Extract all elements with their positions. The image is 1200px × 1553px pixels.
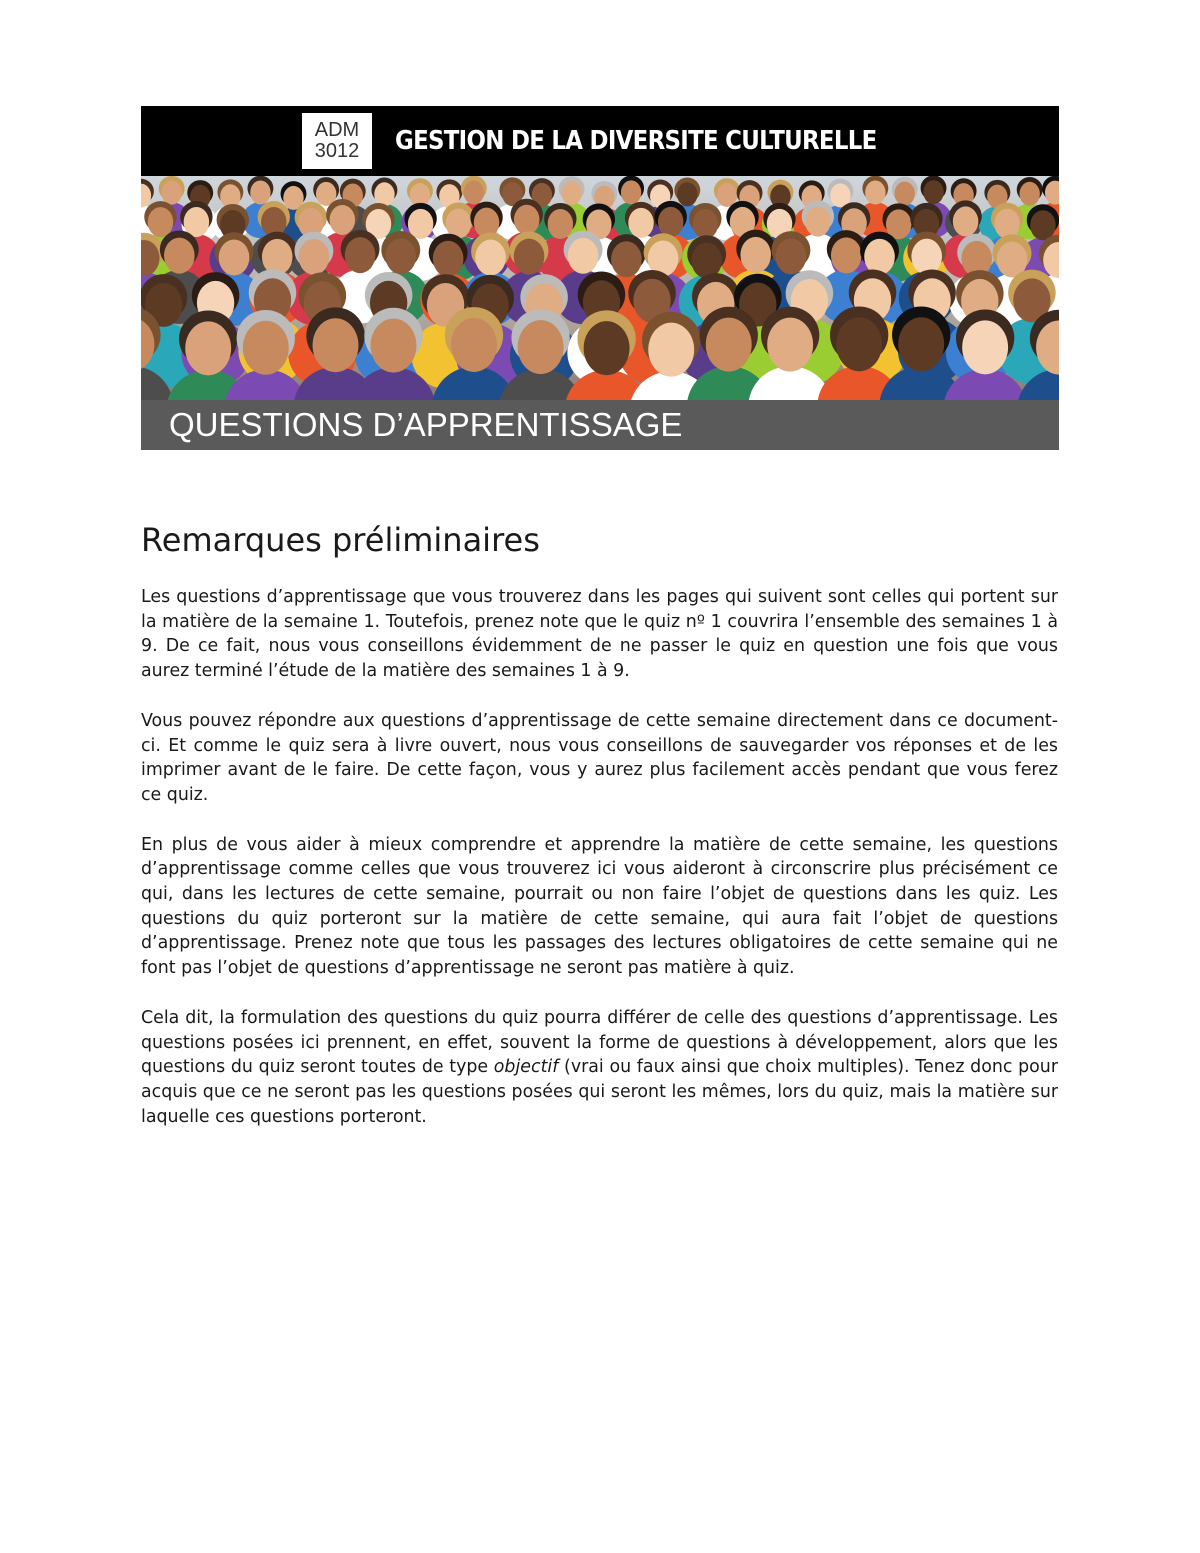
- person-face: [148, 207, 174, 237]
- person-face: [374, 182, 394, 206]
- person-face: [514, 239, 545, 275]
- course-code-line1: ADM: [314, 119, 360, 141]
- person-face: [740, 237, 771, 273]
- paragraph-2: Vous pouvez répondre aux questions d’apprentissage de cette semaine directement dans ce document-ci. Et comme le quiz sera à livre ouvert, nous vous conseillons de sauvegarder vos réponses et de les imprimer avant de le faire. De cette façon, vous y aurez plus facilement accès pendant que vous ferez ce quiz.: [141, 710, 1058, 805]
- person-face: [677, 182, 697, 206]
- person-face: [805, 207, 831, 237]
- person-face: [831, 237, 862, 273]
- person-face: [621, 180, 641, 204]
- document-body: [141, 585, 1058, 1154]
- person-face: [962, 320, 1008, 374]
- banner-title-bar: [141, 106, 1059, 176]
- person-face: [464, 180, 484, 204]
- person-face: [864, 239, 895, 275]
- person-face: [345, 237, 376, 273]
- course-title: GESTION DE LA DIVERSITE CULTURELLE: [395, 126, 877, 156]
- person-face: [898, 317, 944, 371]
- person-face: [611, 241, 642, 277]
- section-label: QUESTIONS D’APPRENTISSAGE: [169, 406, 683, 443]
- paragraph-4-emphasis: objectif: [493, 1057, 559, 1078]
- person-face: [865, 181, 885, 205]
- person-face: [451, 318, 497, 372]
- person-face: [767, 318, 813, 372]
- header-banner: [141, 106, 1059, 450]
- person-face: [514, 205, 540, 235]
- paragraph-1: Les questions d’apprentissage que vous trouverez dans les pages qui suivent sont celles qui portent sur la matière de la semaine 1. Toutefois, prenez note que le quiz nº 1 couvrira l’ensemble des semaines 1 à 9. De ce fait, nous vous conseillons évidemment de ne passer le quiz en question une fois que vous aurez terminé l’étude de la matière des semaines 1 à 9.: [141, 587, 1058, 682]
- person-face: [953, 206, 979, 236]
- paragraph-3: En plus de vous aider à mieux comprendre et apprendre la matière de cette semaine, les questions d’apprentissage comme celles que vous trouverez ici vous aideront à circonscrire plus précisément ce qui, dans les lectures de cette semaine, pourrait ou non faire l’objet de questions dans les quiz. Les questions du quiz porteront sur la matière de cette semaine, qui aura fait l’objet de questions d’apprentissage. Prenez note que tous les passages des lectures obligatoires de cette semaine qui ne font pas l’objet de questions d’apprentissage ne seront pas matière à quiz.: [141, 834, 1058, 979]
- person-face: [475, 240, 506, 276]
- person-face: [185, 321, 231, 375]
- person-face: [243, 321, 289, 375]
- crowd-photo: [141, 176, 1059, 400]
- person-face: [330, 205, 356, 235]
- person-face: [776, 238, 807, 274]
- person-face: [923, 180, 943, 204]
- paragraph-4-part2: (vrai ou faux ainsi que choix multiples). Tenez donc pour acquis que ce ne seront pas les questions posées qui seront les mêmes, lors du quiz, mais la matière sur laquelle ces questions porteront.: [141, 1057, 1058, 1127]
- person-face: [161, 181, 181, 205]
- course-code-line2: 3012: [314, 140, 360, 162]
- person-face: [911, 239, 942, 275]
- person-face: [836, 317, 882, 371]
- person-face: [584, 321, 630, 375]
- person-face: [691, 242, 722, 278]
- person-face: [371, 319, 417, 373]
- person-face: [433, 241, 464, 277]
- person-face: [894, 182, 914, 206]
- person-face: [628, 208, 654, 238]
- person-face: [1019, 182, 1039, 206]
- page-heading: Remarques préliminaires: [141, 521, 540, 559]
- person-face: [385, 238, 416, 274]
- person-face: [219, 239, 250, 275]
- person-face: [658, 207, 684, 237]
- section-label-bar: [141, 400, 1059, 450]
- person-face: [313, 318, 359, 372]
- person-face: [299, 239, 330, 275]
- person-face: [568, 238, 599, 274]
- person-face: [164, 238, 195, 274]
- person-face: [706, 318, 752, 372]
- person-face: [548, 209, 574, 239]
- course-code-badge: [302, 113, 372, 169]
- person-face: [648, 323, 694, 377]
- crowd-illustration: [141, 176, 1059, 400]
- paragraph-4: [141, 1006, 1058, 1130]
- person-face: [262, 239, 293, 275]
- person-face: [693, 209, 719, 239]
- person-face: [561, 181, 581, 205]
- person-face: [518, 320, 564, 374]
- person-face: [1030, 210, 1056, 240]
- paragraph-4-part1: Cela dit, la formulation des questions du quiz pourra différer de celle des questions d’apprentissage. Les questions posées ici prennent, en effet, souvent la forme de questions à développement, alors que les questions du quiz seront toutes de type: [141, 1007, 1058, 1078]
- person-face: [250, 181, 270, 205]
- person-face: [994, 209, 1020, 239]
